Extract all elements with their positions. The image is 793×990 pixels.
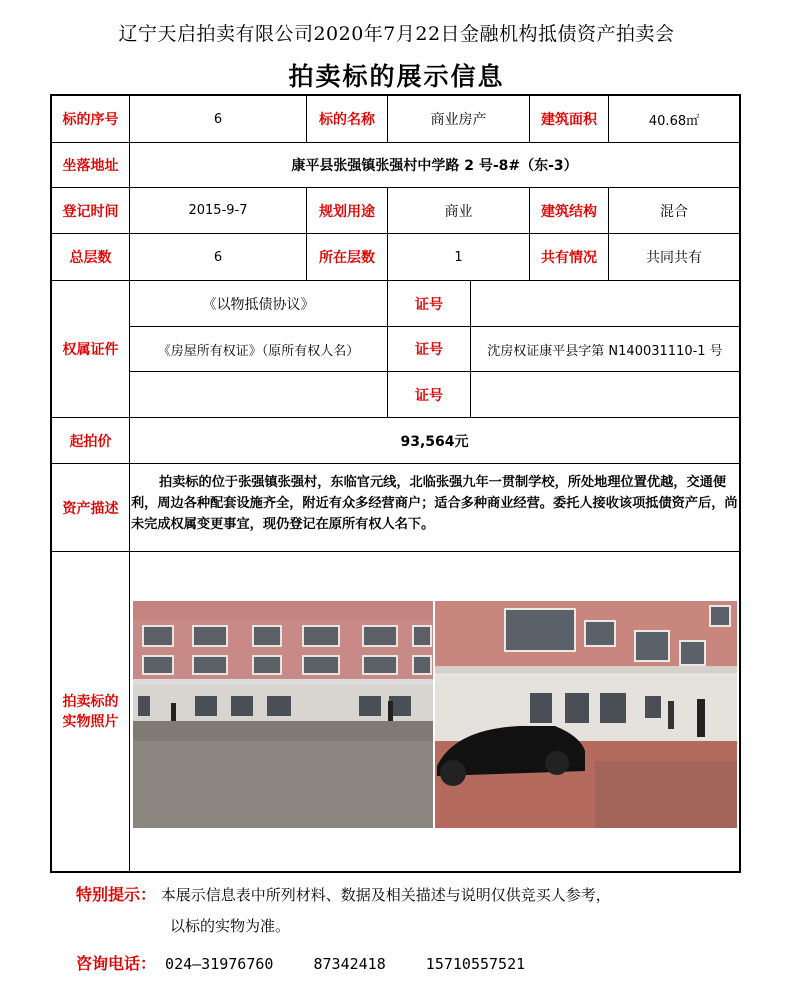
asset-description-text: 拍卖标的位于张强镇张强村，东临官元线，北临张强九年一贯制学校，所处地理位置优越，交通便利，周边各种配套设施齐全，附近有众多经营商户；适合多种商业经营。委托人接收该项抵债资产后，尚未完成权属变更事宜，现仍登记在原所有权人名下。: [131, 475, 738, 532]
contact-phone-label: 咨询电话：: [76, 954, 157, 973]
structure-label: 建筑结构: [541, 203, 597, 220]
starting-price-label: 起拍价: [69, 433, 112, 450]
floor-value: 1: [454, 249, 463, 265]
property-photo-2: [435, 601, 737, 828]
ownership-doc-2: 《房屋所有权证》（原所有权人名）: [157, 343, 360, 359]
name-label: 标的名称: [319, 112, 375, 128]
page-title: 拍卖标的展示信息: [288, 62, 505, 91]
registration-time-label: 登记时间: [62, 203, 119, 220]
cert-number-3: [471, 372, 739, 417]
cert-number-label: 证号: [415, 342, 443, 358]
phone-number-2: 87342418: [313, 955, 386, 973]
special-notice-line1: 本展示信息表中所列材料、数据及相关描述与说明仅供竞买人参考，: [160, 886, 611, 904]
contact-phone: [76, 951, 766, 974]
total-floors-value: 6: [213, 249, 223, 265]
building-photo-right: [435, 601, 737, 828]
phone-number-3: 15710557521: [425, 955, 526, 973]
area-value: 40.68㎡: [648, 113, 700, 129]
cert-number-2: 沈房权证康平县字第 N140031110-1 号: [487, 343, 723, 359]
photos-label-line1: 拍卖标的: [62, 693, 119, 710]
total-floors-label: 总层数: [69, 250, 112, 266]
serial-value: 6: [213, 111, 223, 127]
photos-label: [52, 552, 129, 871]
registration-time-value: 2015-9-7: [188, 203, 248, 218]
cert-number-1: [471, 281, 739, 326]
property-photo-1: [133, 601, 433, 828]
ownership-doc-1: 《以物抵债协议》: [202, 296, 315, 313]
address-value: 康平县张强镇张强村中学路 2 号-8#（东-3）: [291, 158, 578, 174]
starting-price-value: 93,564元: [400, 433, 469, 450]
cert-number-label: 证号: [415, 387, 443, 404]
building-photo-left: [133, 601, 433, 828]
structure-value: 混合: [660, 203, 688, 220]
row-divider: [52, 463, 739, 464]
usage-label: 规划用途: [319, 203, 375, 220]
floor-label: 所在层数: [319, 250, 375, 266]
ownership-share-value: 共同共有: [646, 250, 702, 266]
asset-description-label: 资产描述: [62, 500, 119, 517]
address-label: 坐落地址: [62, 158, 119, 174]
cert-number-label: 证号: [415, 296, 443, 313]
usage-value: 商业: [444, 203, 473, 220]
ownership-share-label: 共有情况: [541, 250, 597, 266]
ownership-docs-label: 权属证件: [62, 342, 119, 358]
special-notice-label: 特别提示：: [76, 885, 157, 904]
ownership-doc-3: [130, 372, 387, 417]
name-value: 商业房产: [430, 112, 487, 128]
special-notice-line2: 以标的实物为准。: [170, 917, 291, 935]
row-divider: [52, 551, 739, 552]
area-label: 建筑面积: [541, 112, 597, 128]
auction-company-header: 辽宁天启拍卖有限公司2020年7月22日金融机构抵债资产拍卖会: [118, 23, 675, 45]
serial-label: 标的序号: [62, 112, 119, 128]
photos-label-line2: 实物照片: [62, 713, 119, 730]
special-notice: [76, 882, 756, 905]
phone-number-1: 024—31976760: [165, 955, 274, 973]
